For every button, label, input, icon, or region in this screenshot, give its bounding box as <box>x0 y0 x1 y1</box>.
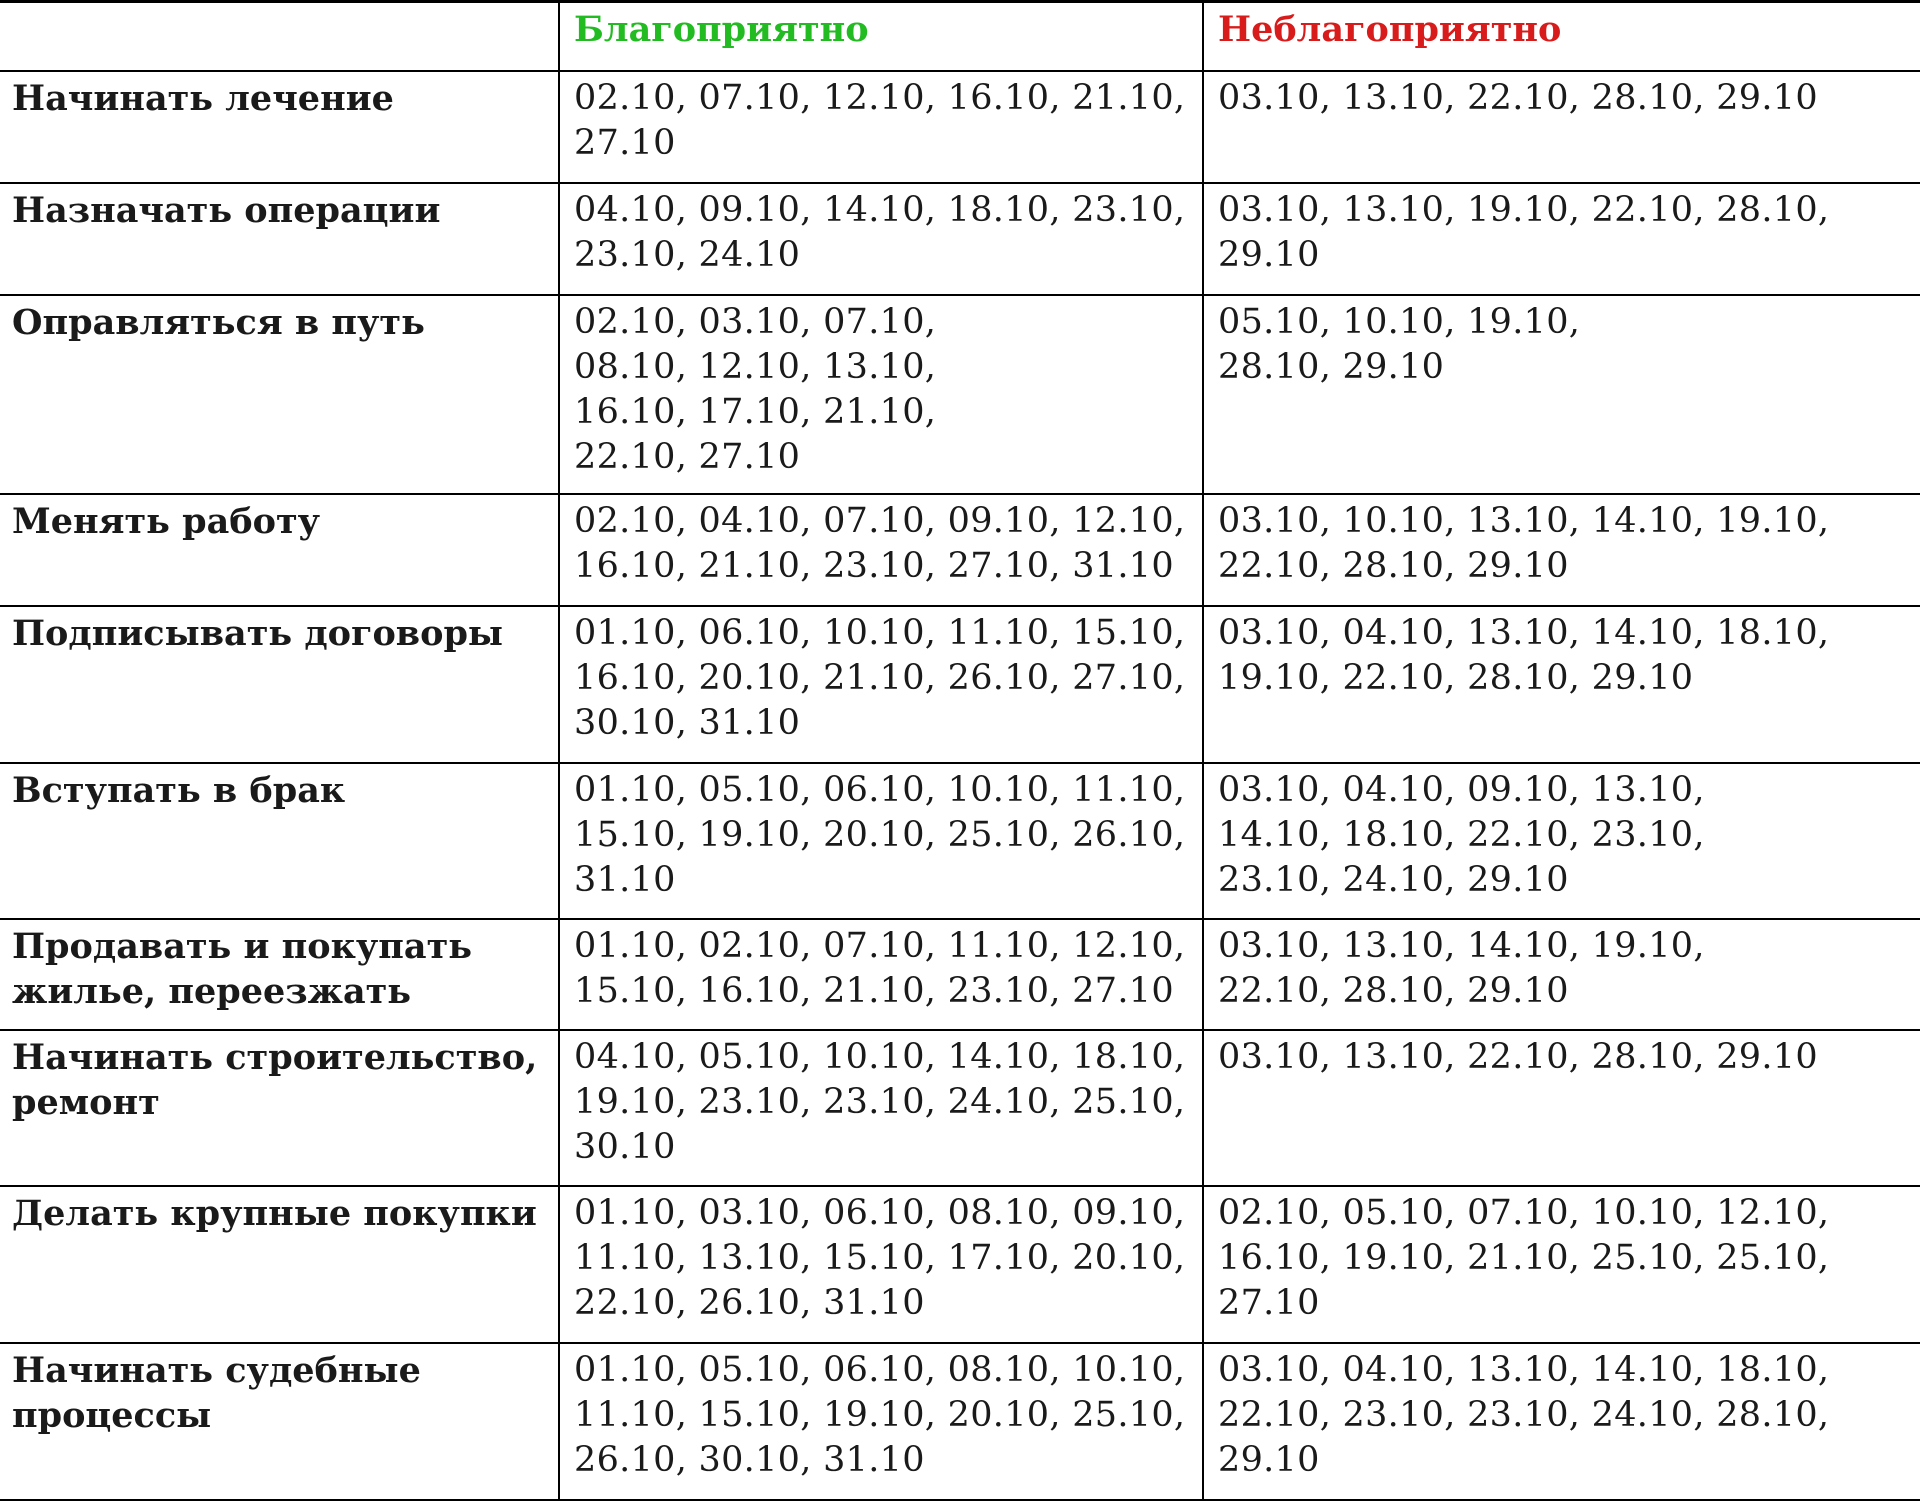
bad-dates: 03.10, 13.10, 14.10, 19.10, 22.10, 28.10, 29.10 <box>1203 919 1920 1030</box>
activity-label: Начинать судебные процессы <box>0 1343 559 1500</box>
header-good: Благоприятно <box>559 2 1203 72</box>
good-dates: 01.10, 02.10, 07.10, 11.10, 12.10, 15.10, 16.10, 21.10, 23.10, 27.10 <box>559 919 1203 1030</box>
good-dates: 02.10, 04.10, 07.10, 09.10, 12.10, 16.10, 21.10, 23.10, 27.10, 31.10 <box>559 494 1203 606</box>
activity-label: Оправляться в путь <box>0 295 559 494</box>
bad-dates: 02.10, 05.10, 07.10, 10.10, 12.10, 16.10, 19.10, 21.10, 25.10, 25.10, 27.10 <box>1203 1186 1920 1343</box>
header-row <box>0 2 1920 72</box>
activity-label: Подписывать договоры <box>0 606 559 763</box>
bad-dates: 03.10, 04.10, 13.10, 14.10, 18.10, 19.10, 22.10, 28.10, 29.10 <box>1203 606 1920 763</box>
good-dates: 01.10, 03.10, 06.10, 08.10, 09.10, 11.10, 13.10, 15.10, 17.10, 20.10, 22.10, 26.10, 31.10 <box>559 1186 1203 1343</box>
table-row <box>0 494 1920 606</box>
good-dates: 01.10, 05.10, 06.10, 08.10, 10.10, 11.10, 15.10, 19.10, 20.10, 25.10, 26.10, 30.10, 31.10 <box>559 1343 1203 1500</box>
bad-dates: 03.10, 10.10, 13.10, 14.10, 19.10, 22.10, 28.10, 29.10 <box>1203 494 1920 606</box>
table-row <box>0 606 1920 763</box>
activity-label: Менять работу <box>0 494 559 606</box>
good-dates: 04.10, 09.10, 14.10, 18.10, 23.10, 23.10, 24.10 <box>559 183 1203 295</box>
bad-dates: 05.10, 10.10, 19.10, 28.10, 29.10 <box>1203 295 1920 494</box>
good-dates: 01.10, 06.10, 10.10, 11.10, 15.10, 16.10, 20.10, 21.10, 26.10, 27.10, 30.10, 31.10 <box>559 606 1203 763</box>
activity-label: Начинать строительство, ремонт <box>0 1030 559 1186</box>
activity-label: Делать крупные покупки <box>0 1186 559 1343</box>
good-dates: 04.10, 05.10, 10.10, 14.10, 18.10, 19.10, 23.10, 23.10, 24.10, 25.10, 30.10 <box>559 1030 1203 1186</box>
bad-dates: 03.10, 13.10, 22.10, 28.10, 29.10 <box>1203 71 1920 183</box>
header-activity-cell <box>0 2 559 72</box>
bad-dates: 03.10, 13.10, 22.10, 28.10, 29.10 <box>1203 1030 1920 1186</box>
bad-dates: 03.10, 13.10, 19.10, 22.10, 28.10, 29.10 <box>1203 183 1920 295</box>
bad-dates: 03.10, 04.10, 09.10, 13.10, 14.10, 18.10, 22.10, 23.10, 23.10, 24.10, 29.10 <box>1203 763 1920 919</box>
table-row <box>0 1030 1920 1186</box>
table-row <box>0 1343 1920 1500</box>
good-dates: 02.10, 03.10, 07.10, 08.10, 12.10, 13.10, 16.10, 17.10, 21.10, 22.10, 27.10 <box>559 295 1203 494</box>
bad-dates: 03.10, 04.10, 13.10, 14.10, 18.10, 22.10, 23.10, 23.10, 24.10, 28.10, 29.10 <box>1203 1343 1920 1500</box>
table-row <box>0 71 1920 183</box>
activity-label: Назначать операции <box>0 183 559 295</box>
table-row <box>0 919 1920 1030</box>
activity-label: Вступать в брак <box>0 763 559 919</box>
table-row <box>0 183 1920 295</box>
activity-label: Начинать лечение <box>0 71 559 183</box>
good-dates: 01.10, 05.10, 06.10, 10.10, 11.10, 15.10, 19.10, 20.10, 25.10, 26.10, 31.10 <box>559 763 1203 919</box>
good-dates: 02.10, 07.10, 12.10, 16.10, 21.10, 27.10 <box>559 71 1203 183</box>
table-row <box>0 295 1920 494</box>
table-row <box>0 763 1920 919</box>
header-bad: Неблагоприятно <box>1203 2 1920 72</box>
activity-label: Продавать и покупать жилье, переезжать <box>0 919 559 1030</box>
table-row <box>0 1186 1920 1343</box>
